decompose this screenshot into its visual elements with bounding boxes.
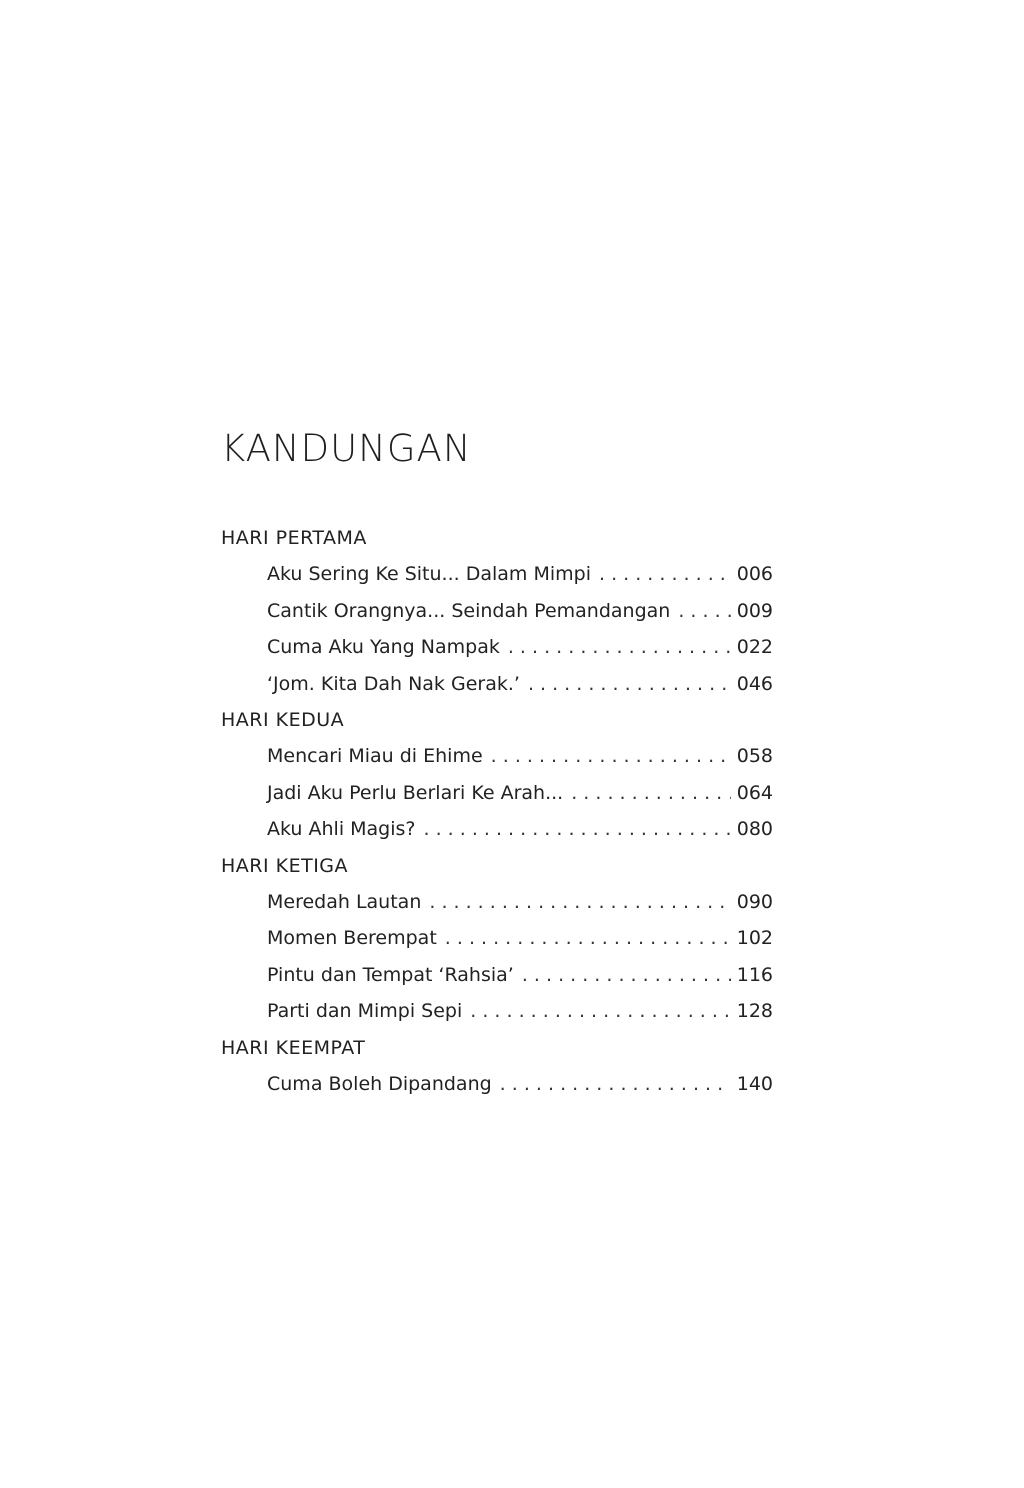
dot-leader (424, 811, 731, 848)
entry-page-number: 022 (736, 636, 773, 658)
toc-entry[interactable] (221, 629, 773, 666)
entry-page-number: 058 (736, 745, 773, 767)
entry-page-number: 046 (736, 672, 773, 695)
entry-page-number: 009 (736, 599, 773, 622)
dot-leader (522, 957, 731, 994)
entry-page-number: 102 (736, 927, 773, 949)
entry-title: Aku Sering Ke Situ... Dalam Mimpi (267, 563, 591, 585)
entry-page-number: 006 (736, 563, 773, 585)
toc-entry[interactable] (221, 556, 773, 593)
toc-entry[interactable] (221, 738, 773, 775)
dot-leader (470, 993, 730, 1030)
entry-title: Mencari Miau di Ehime (267, 745, 483, 767)
dot-leader (429, 884, 730, 921)
entry-title: Meredah Lautan (267, 890, 422, 913)
toc-entry[interactable] (221, 920, 773, 957)
section-heading: HARI KETIGA (221, 854, 349, 877)
entry-title: Cuma Aku Yang Nampak (267, 636, 500, 658)
entry-page-number: 064 (736, 781, 773, 804)
toc-entry[interactable] (221, 957, 773, 994)
section-heading: HARI PERTAMA (221, 527, 367, 549)
section-heading: HARI KEEMPAT (221, 1036, 366, 1059)
dot-leader (528, 666, 731, 703)
toc-entry[interactable] (221, 884, 773, 921)
dot-leader (599, 556, 731, 593)
entry-title: Pintu dan Tempat ‘Rahsia’ (267, 963, 514, 986)
entry-title: Cantik Orangnya... Seindah Pemandangan (267, 599, 671, 622)
entry-title: Parti dan Mimpi Sepi (267, 1000, 463, 1022)
dot-leader (508, 629, 731, 666)
entry-title: Jadi Aku Perlu Berlari Ke Arah... (267, 781, 564, 804)
toc-entry[interactable] (221, 811, 773, 848)
table-of-contents (221, 520, 773, 1102)
entry-title: Cuma Boleh Dipandang (267, 1072, 492, 1095)
entry-title: ‘Jom. Kita Dah Nak Gerak.’ (267, 672, 520, 695)
toc-entry[interactable] (221, 775, 773, 812)
entry-page-number: 116 (736, 963, 773, 986)
dot-leader (571, 775, 731, 812)
toc-entry[interactable] (221, 666, 773, 703)
toc-entry[interactable] (221, 993, 773, 1030)
entry-page-number: 128 (736, 1000, 773, 1022)
toc-entry[interactable] (221, 593, 773, 630)
dot-leader (491, 738, 731, 775)
page-title: KANDUNGAN (221, 427, 472, 470)
dot-leader (500, 1066, 731, 1103)
section-heading: HARI KEDUA (221, 709, 345, 731)
dot-leader (445, 920, 731, 957)
entry-page-number: 080 (736, 818, 773, 840)
entry-title: Aku Ahli Magis? (267, 818, 416, 840)
toc-entry[interactable] (221, 1066, 773, 1103)
entry-page-number: 140 (736, 1072, 773, 1095)
dot-leader (678, 593, 730, 630)
entry-title: Momen Berempat (267, 927, 437, 949)
entry-page-number: 090 (736, 890, 773, 913)
